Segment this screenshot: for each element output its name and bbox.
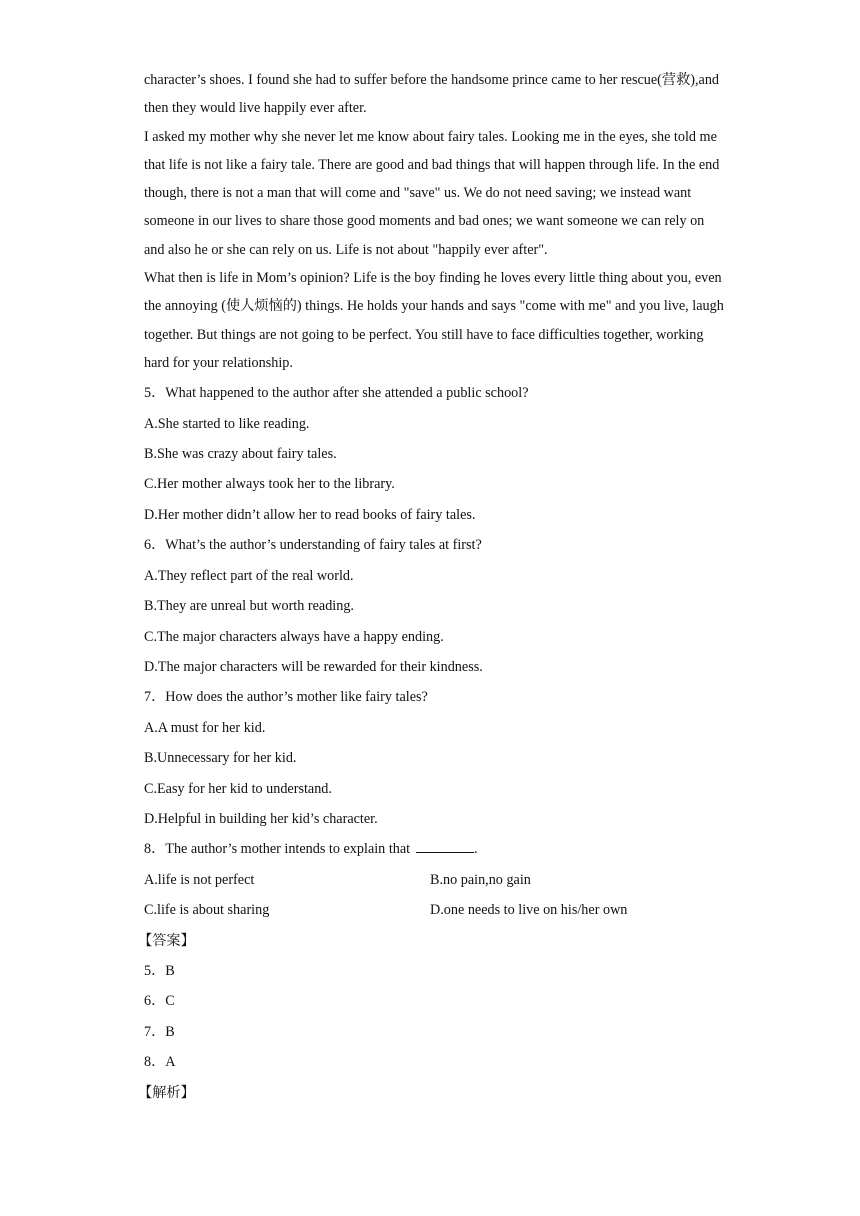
answer-section [138, 926, 724, 1108]
answer-item: 5．B [144, 962, 175, 979]
question-stem: 5．What happened to the author after she attended a public school? [144, 385, 529, 402]
question-stem-end: . [474, 841, 478, 858]
answer-blank [416, 839, 474, 853]
question-8 [144, 834, 724, 925]
passage-paragraph: What then is life in Mom’s opinion? Life is the boy finding he loves every little thing about you, even the annoying (使人烦恼的) things. He holds your hands and says "come with me" and you live, laugh together. But things are not going to be perfect. You still have to face difficulties together, working hard for your relationship. [144, 270, 724, 371]
question-stem: 6．What’s the author’s understanding of fairy tales at first? [144, 537, 482, 554]
option: A.They reflect part of the real world. [144, 567, 354, 584]
option: C.Her mother always took her to the library. [144, 476, 395, 493]
question-7 [144, 682, 724, 834]
option: B.Unnecessary for her kid. [144, 750, 297, 767]
answer-item: 6．C [144, 993, 175, 1010]
option: B.They are unreal but worth reading. [144, 598, 354, 615]
passage-paragraph: character’s shoes. I found she had to suffer before the handsome prince came to her rescue(营救),and then they would live happily ever after. [144, 72, 720, 117]
question-stem-text: 8．The author’s mother intends to explain that [144, 841, 411, 858]
option: A.A must for her kid. [144, 719, 266, 736]
question-stem [144, 834, 724, 864]
answer-heading: 【答案】 [138, 932, 195, 949]
option: D.one needs to live on his/her own [430, 902, 628, 919]
option: D.Her mother didn’t allow her to read books of fairy tales. [144, 506, 476, 523]
option-row [144, 865, 724, 895]
option: C.life is about sharing [144, 902, 270, 919]
option: D.Helpful in building her kid’s character. [144, 810, 378, 827]
option: C.The major characters always have a happy ending. [144, 628, 444, 645]
option-row [144, 895, 724, 925]
answer-item: 8．A [144, 1054, 176, 1071]
analysis-heading: 【解析】 [138, 1084, 195, 1101]
option: B.She was crazy about fairy tales. [144, 446, 337, 463]
option: A.She started to like reading. [144, 415, 310, 432]
passage-paragraph: I asked my mother why she never let me know about fairy tales. Looking me in the eyes, she told me that life is not like a fairy tale. There are good and bad things that will happen through life. In the end though, there is not a man that will come and "save" us. We do not need saving; we instead want someone in our lives to share those good moments and bad ones; we want someone we can rely on and also he or she can rely on us. Life is not about "happily ever after". [144, 128, 720, 258]
answer-item: 7．B [144, 1023, 175, 1040]
option: A.life is not perfect [144, 871, 255, 888]
question-5 [144, 378, 724, 530]
question-stem: 7．How does the author’s mother like fairy tales? [144, 689, 428, 706]
option: D.The major characters will be rewarded for their kindness. [144, 658, 483, 675]
option: B.no pain,no gain [430, 871, 531, 888]
document-page [138, 66, 724, 1108]
question-6 [144, 530, 724, 682]
option: C.Easy for her kid to understand. [144, 780, 332, 797]
